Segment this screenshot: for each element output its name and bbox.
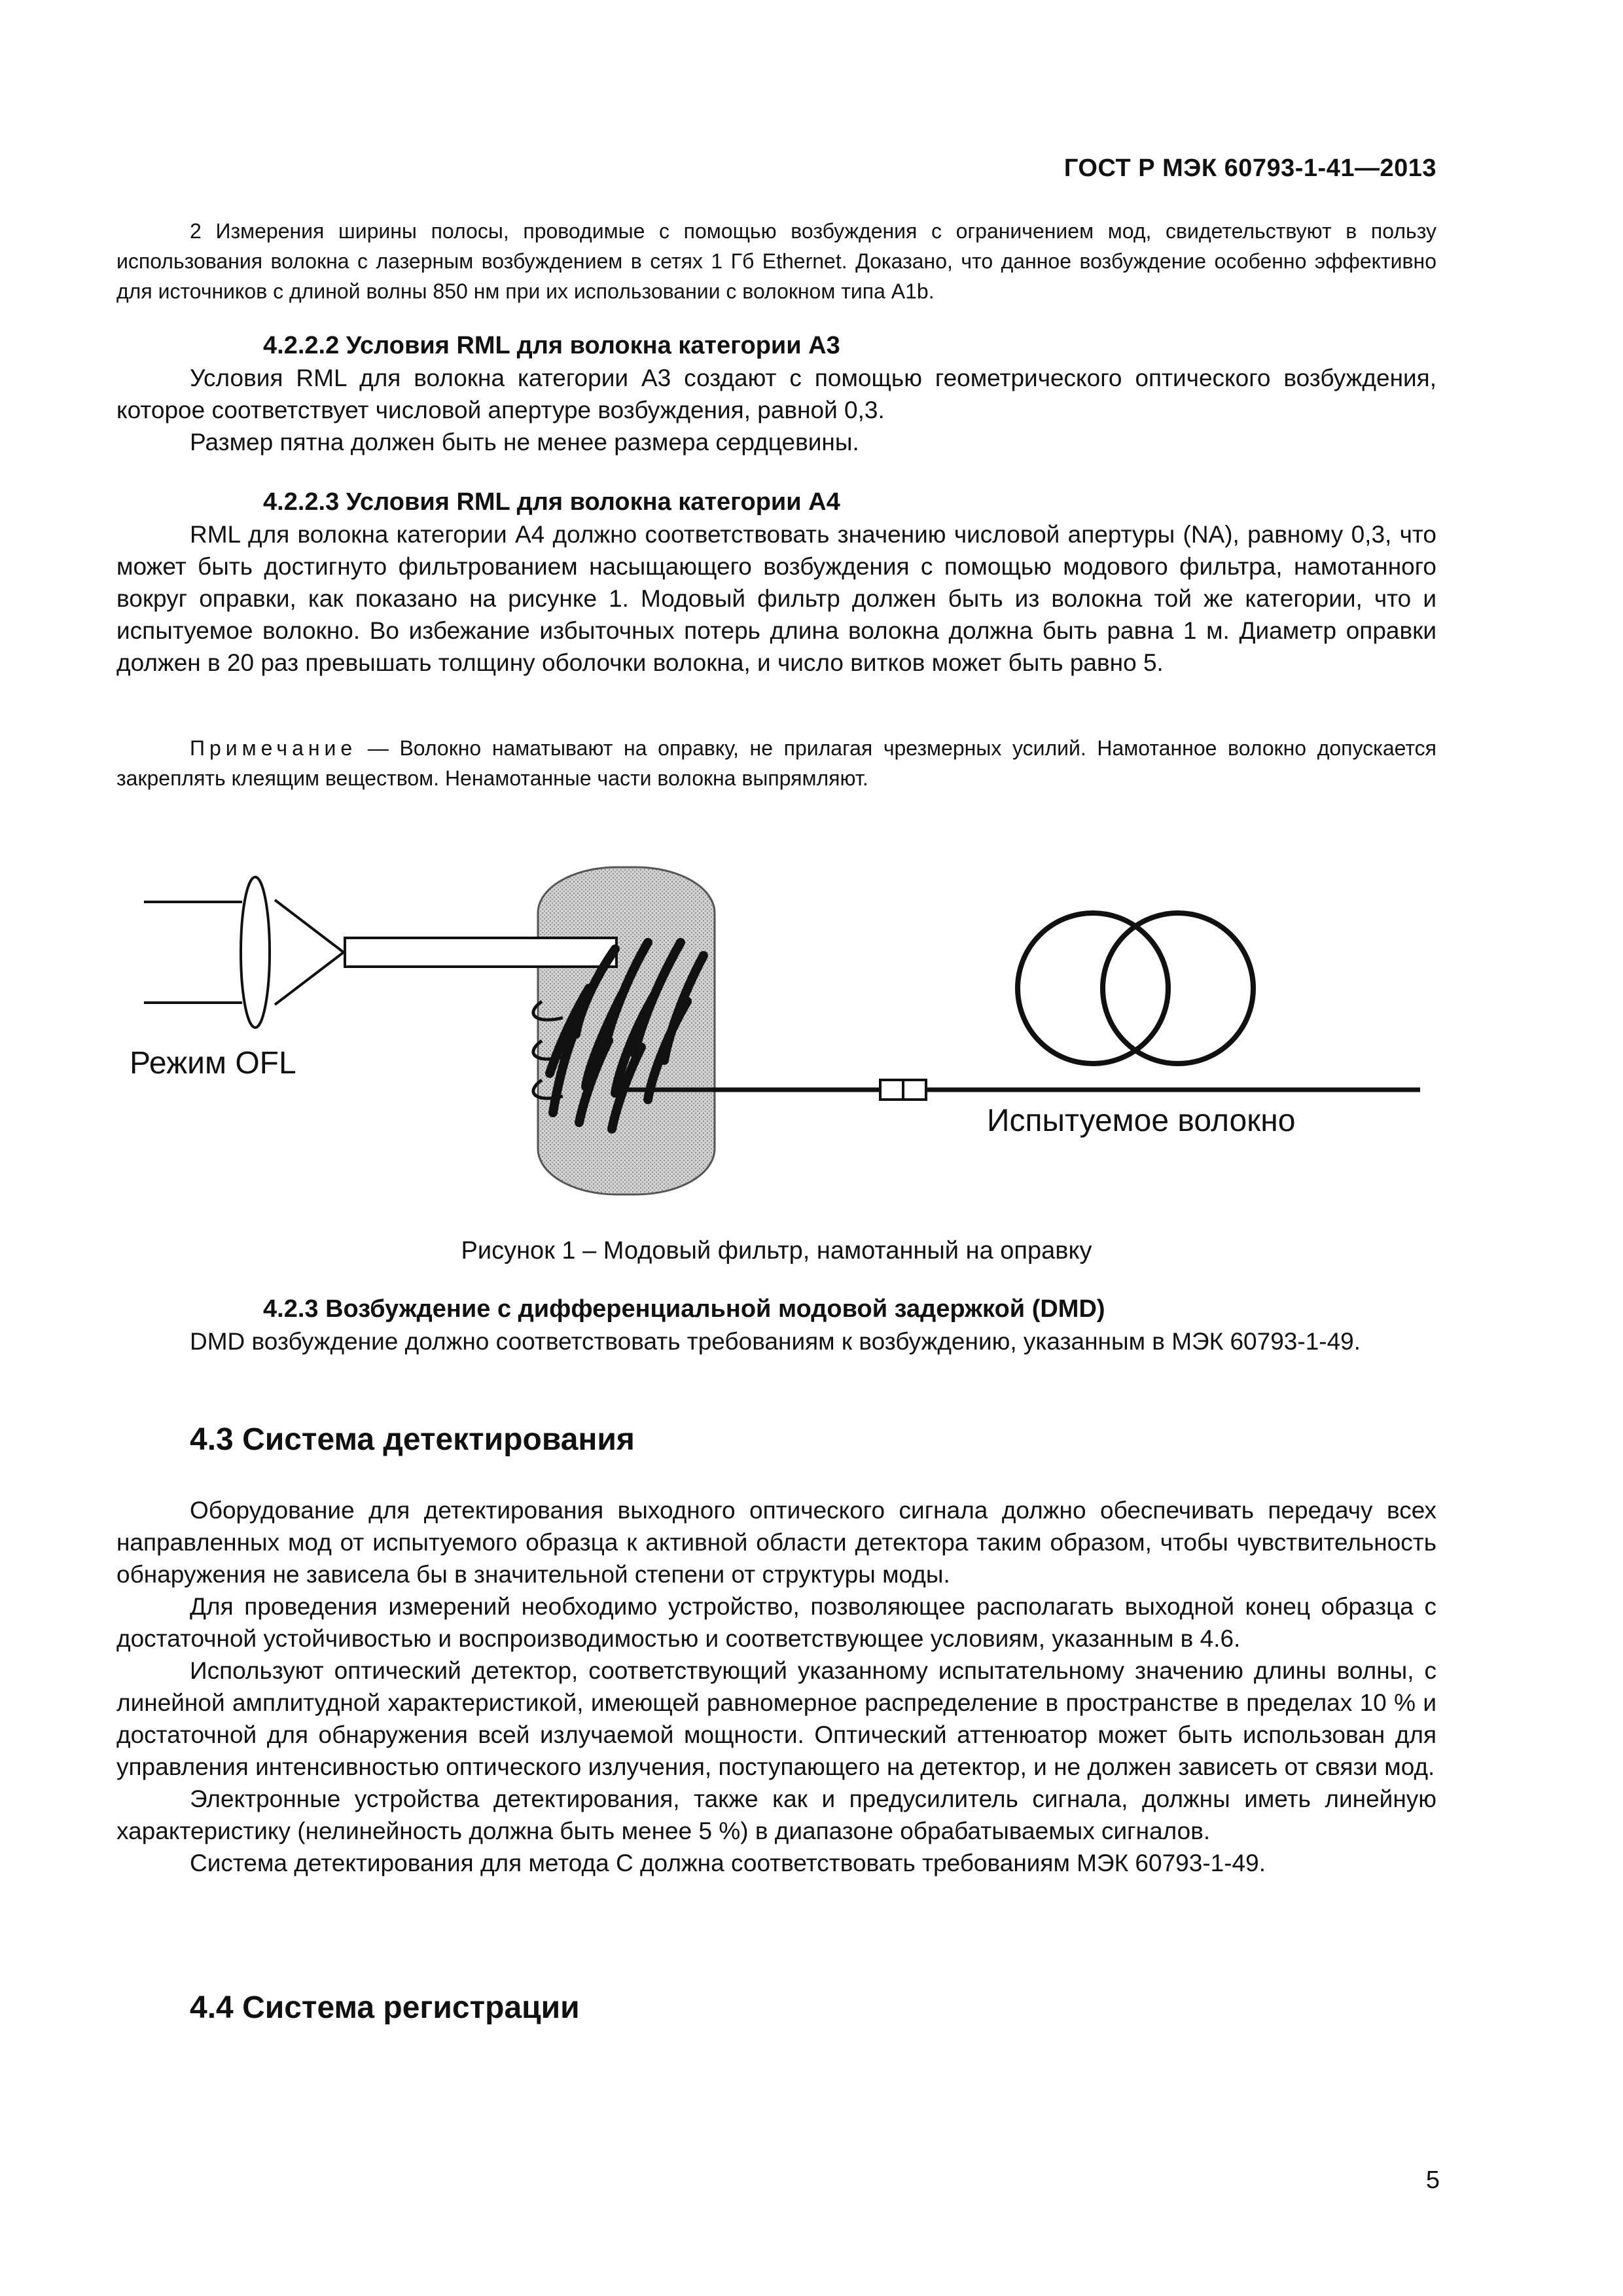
section-4-3-title: 4.3 Система детектирования — [190, 1422, 635, 1457]
section-4-3-para-2: Для проведения измерений необходимо устройство, позволяющее располагать выходной конец образца с достаточной устойчивостью и воспроизводимостью и соответствующее условиям, указанным в 4.6. — [116, 1593, 1436, 1652]
page-number: 5 — [1425, 2166, 1440, 2194]
section-4-2-2-3-para-1: RML для волокна категории А4 должно соответствовать значению числовой апертуры (NA), равному 0,3, что может быть достигнуто фильтрованием насыщающего возбуждения с помощью модового фильтра, намотанного вокруг оправки, как показано на рисунке 1. Модовый фильтр должен быть из волокна той же категории, что и испытуемое волокно. Во избежание избыточных потерь длина волокна должна быть равна 1 м. Диаметр оправки должен в 20 раз превышать толщину оболочки волокна, и число витков может быть равно 5. — [116, 521, 1436, 676]
section-4-3-para-1: Оборудование для детектирования выходного оптического сигнала должно обеспечивать передачу всех направленных мод от испытуемого образца к активной области детектора таким образом, чтобы чувствительность обнаружения не зависела бы в значительной степени от структуры моды. — [116, 1497, 1436, 1588]
section-4-4-heading — [116, 1990, 1436, 2026]
section-4-2-3 — [116, 1293, 1436, 1357]
section-4-4-title: 4.4 Система регистрации — [190, 1990, 580, 2025]
note-primechanie — [116, 733, 1436, 793]
section-4-2-2-2-para-2: Размер пятна должен быть не менее размера сердцевины. — [190, 429, 859, 456]
label-ofl-mode: Режим OFL — [130, 1046, 296, 1081]
note-2 — [116, 216, 1436, 306]
note-primechanie-paragraph — [116, 733, 1436, 793]
section-4-2-3-title: 4.2.3 Возбуждение с дифференциальной модовой задержкой (DMD) — [263, 1295, 1105, 1323]
input-beam-lines — [144, 902, 242, 1003]
connector — [880, 1080, 926, 1100]
section-4-3-body — [116, 1494, 1436, 1879]
document-code-header: ГОСТ Р МЭК 60793-1-41—2013 — [1063, 154, 1436, 182]
section-4-3-para-5: Система детектирования для метода С должна соответствовать требованиям МЭК 60793-1-49. — [190, 1850, 1266, 1876]
section-4-3-para-3: Используют оптический детектор, соответствующий указанному испытательному значению длины волны, с линейной амплитудной характеристикой, имеющей равномерное распределение в пространстве в пределах 10 % и достаточной для обнаружения всей излучаемой мощности. Оптический аттенюатор может быть использован для управления интенсивностью оптического излучения, поступающего на детектор, и не должен зависеть от связи мод. — [116, 1657, 1436, 1780]
note-text: — Волокно наматывают на оправку, не прилагая чрезмерных усилий. Намотанное волокно допускается закреплять клеящим веществом. Ненамотанные части волокна выпрямляют. — [116, 736, 1436, 790]
lens-icon — [241, 877, 270, 1028]
section-4-2-2-2-title: 4.2.2.2 Условия RML для волокна категории А3 — [263, 332, 840, 359]
section-4-3-heading — [116, 1422, 1436, 1458]
input-fiber-stub — [345, 938, 616, 967]
section-4-2-2-3-title: 4.2.2.3 Условия RML для волокна категории А4 — [263, 488, 840, 516]
section-4-2-2-2-para-1: Условия RML для волокна категории А3 создают с помощью геометрического оптического возбуждения, которое соответствует числовой апертуре возбуждения, равной 0,3. — [116, 365, 1436, 423]
section-4-2-3-para-1: DMD возбуждение должно соответствовать требованиям к возбуждению, указанным в МЭК 60793-1-49. — [190, 1328, 1361, 1355]
figure-mode-filter-diagram — [0, 818, 1623, 1211]
section-4-3-para-4: Электронные устройства детектирования, также как и предусилитель сигнала, должны иметь линейную характеристику (нелинейность должна быть менее 5 %) в диапазоне обрабатываемых сигналов. — [116, 1785, 1436, 1844]
label-tested-fiber: Испытуемое волокно — [987, 1103, 1296, 1138]
section-4-2-2-3 — [116, 486, 1436, 679]
focusing-cone — [275, 900, 344, 1005]
figure-caption: Рисунок 1 – Модовый фильтр, намотанный на оправку — [461, 1237, 1092, 1265]
note-label: Примечание — [190, 736, 357, 760]
section-4-2-2-2 — [116, 329, 1436, 458]
fiber-coil — [1018, 913, 1253, 1064]
note-2-text: 2 Измерения ширины полосы, проводимые с помощью возбуждения с ограничением мод, свидетельствуют в пользу использования волокна с лазерным возбуждением в сетях 1 Гб Ethernet. Доказано, что данное возбуждение особенно эффективно для источников с длиной волны 850 нм при их использовании с волокном типа А1b. — [116, 219, 1436, 303]
